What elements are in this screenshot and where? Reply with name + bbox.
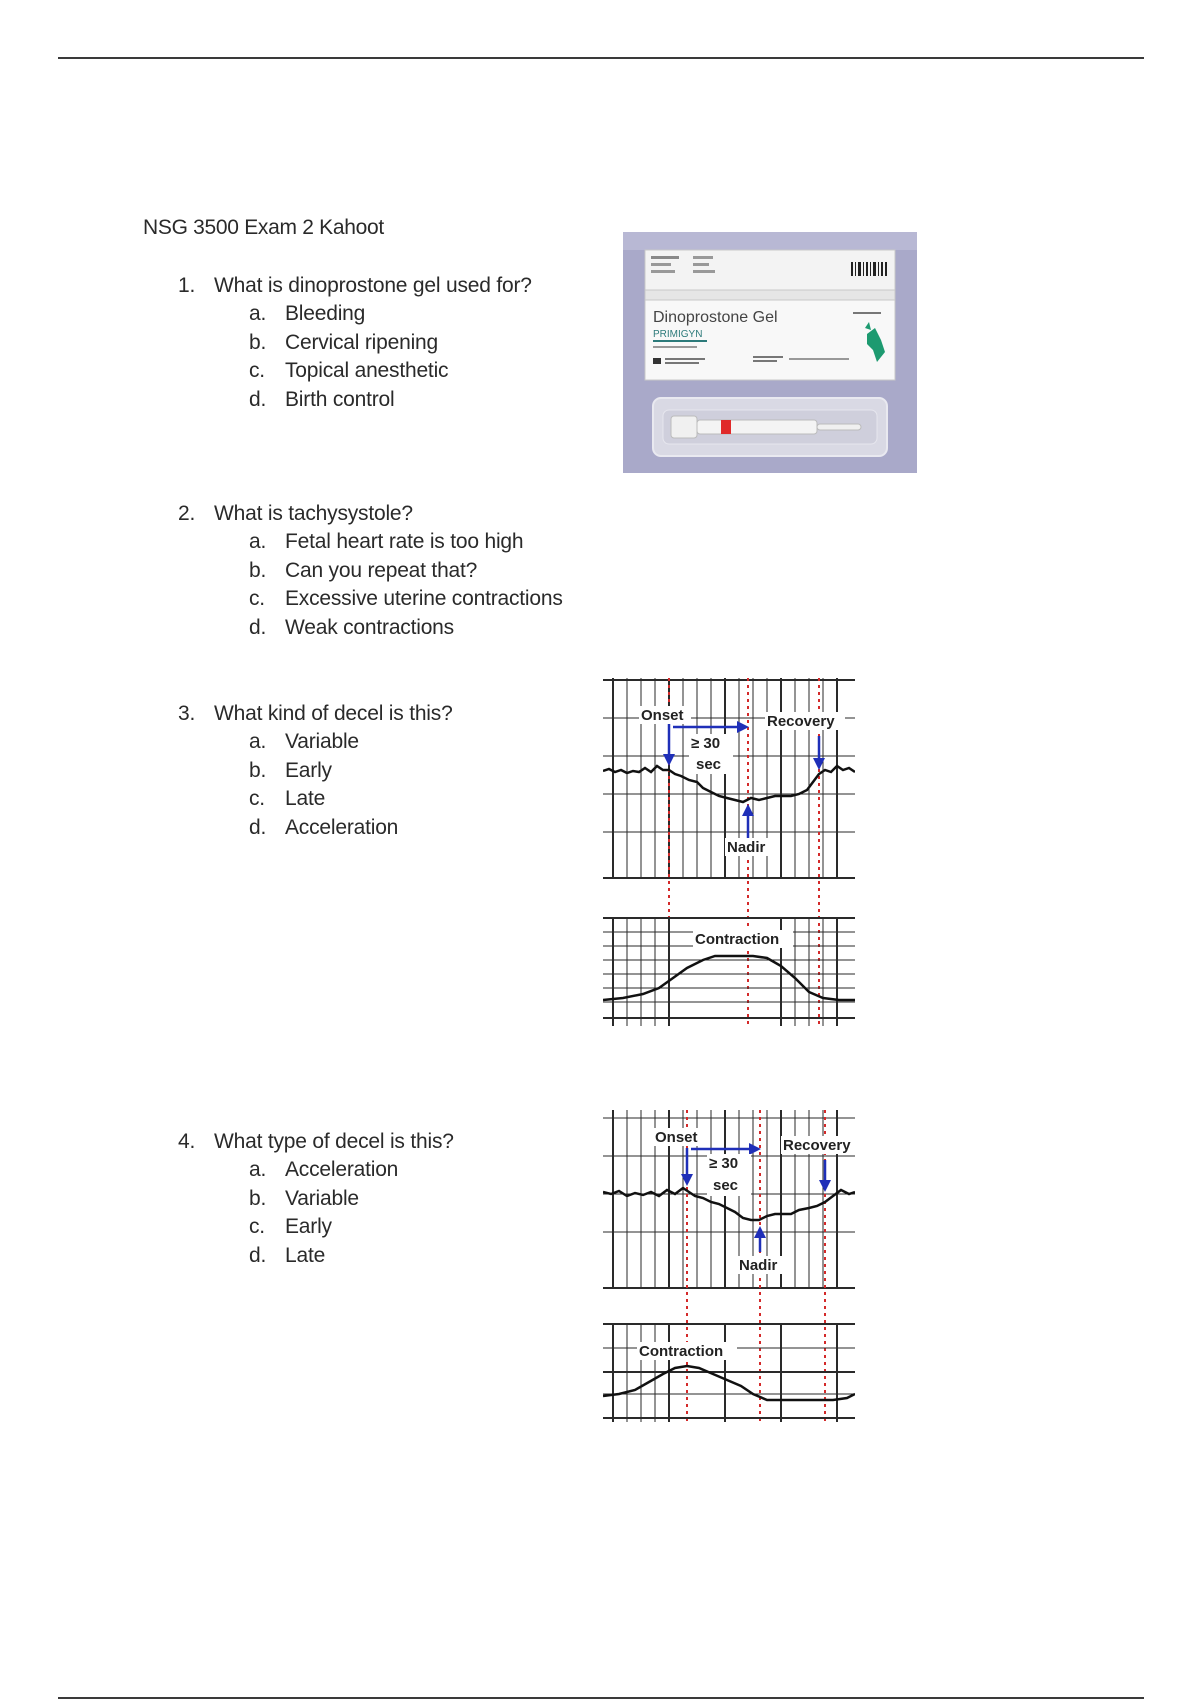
- box-print: [653, 346, 697, 348]
- duration-label: ≥ 30: [691, 735, 721, 752]
- lid-print: [651, 270, 675, 273]
- option-text: Bleeding: [285, 302, 366, 325]
- option-text: Weak contractions: [285, 615, 454, 639]
- option-text: Late: [285, 1243, 326, 1267]
- answer-option: [178, 528, 563, 557]
- answer-option: [178, 1242, 454, 1271]
- answer-option: [178, 1185, 454, 1214]
- box-print: [665, 362, 699, 364]
- gel-product-name: Dinoprostone Gel: [653, 309, 778, 326]
- option-letter: b.: [249, 1186, 267, 1210]
- photo-background-top: [623, 232, 917, 250]
- brand-underline: [653, 340, 707, 342]
- option-letter: d.: [249, 815, 267, 839]
- option-text: Late: [285, 787, 326, 811]
- syringe-tip: [817, 424, 861, 430]
- question-number: 2.: [178, 502, 196, 525]
- option-text: Cervical ripening: [285, 330, 439, 354]
- question-4: [178, 1128, 454, 1270]
- question-3: [178, 700, 453, 842]
- question-prompt: What type of decel is this?: [214, 1130, 454, 1153]
- answer-option: [178, 357, 532, 386]
- question-text: [178, 700, 453, 728]
- answer-option: [178, 557, 563, 586]
- option-text: Fetal heart rate is too high: [285, 530, 524, 553]
- syringe-plunger: [671, 416, 697, 438]
- onset-label: Onset: [641, 707, 684, 724]
- ctg-decel-figure-2: [603, 1110, 855, 1422]
- question-number: 1.: [178, 274, 196, 297]
- option-text: Early: [285, 758, 332, 782]
- option-text: Can you repeat that?: [285, 558, 478, 582]
- answer-option: [178, 785, 453, 814]
- option-text: Variable: [285, 1186, 359, 1210]
- answer-options: [178, 300, 532, 414]
- option-text: Early: [285, 1215, 332, 1239]
- question-number: 4.: [178, 1130, 196, 1153]
- answer-option: [178, 728, 453, 757]
- box-print: [853, 312, 881, 314]
- answer-options: [178, 728, 453, 842]
- answer-option: [178, 757, 453, 786]
- ctg-strip-2: [603, 1110, 855, 1422]
- answer-option: [178, 614, 563, 643]
- document-title: NSG 3500 Exam 2 Kahoot: [143, 216, 384, 239]
- option-text: Excessive uterine contractions: [285, 587, 563, 611]
- dinoprostone-gel-photo: [623, 232, 917, 473]
- lid-print: [693, 256, 713, 259]
- option-text: Topical anesthetic: [285, 359, 449, 383]
- question-text: [178, 272, 532, 300]
- question-number: 3.: [178, 702, 196, 725]
- question-text: [178, 500, 563, 528]
- answer-option: [178, 1213, 454, 1242]
- answer-option: [178, 1156, 454, 1185]
- answer-option: [178, 386, 532, 415]
- box-print: [665, 358, 705, 360]
- option-letter: d.: [249, 615, 267, 639]
- option-letter: d.: [249, 1243, 267, 1267]
- box-print: [653, 358, 661, 364]
- recovery-label: Recovery: [767, 713, 835, 730]
- option-letter: b.: [249, 330, 267, 354]
- option-letter: b.: [249, 558, 267, 582]
- option-text: Acceleration: [285, 815, 399, 839]
- option-letter: a.: [249, 530, 267, 553]
- header-rule: [58, 57, 1144, 59]
- question-prompt: What kind of decel is this?: [214, 702, 453, 725]
- ctg-strip-1: [603, 678, 855, 1026]
- question-text: [178, 1128, 454, 1156]
- nadir-label: Nadir: [739, 1257, 778, 1274]
- answer-option: [178, 585, 563, 614]
- answer-options: [178, 528, 563, 642]
- syringe-red-band: [721, 420, 731, 434]
- box-lid: [645, 250, 895, 290]
- question-1: [178, 272, 532, 414]
- syringe-barrel: [697, 420, 817, 434]
- lid-print: [693, 270, 715, 273]
- box-lid-edge: [645, 290, 895, 300]
- onset-label: Onset: [655, 1129, 698, 1146]
- nadir-label: Nadir: [727, 839, 766, 856]
- recovery-label: Recovery: [783, 1137, 851, 1154]
- contraction-label: Contraction: [639, 1343, 724, 1360]
- option-text: Acceleration: [285, 1158, 399, 1181]
- footer-rule: [58, 1697, 1144, 1699]
- lid-print: [651, 256, 679, 259]
- uc-grid: [603, 1324, 855, 1422]
- option-letter: a.: [249, 1158, 267, 1181]
- question-prompt: What is tachysystole?: [214, 502, 413, 525]
- option-text: Birth control: [285, 387, 395, 411]
- box-print: [753, 356, 783, 358]
- gel-photo-illustration: [623, 232, 917, 473]
- option-text: Variable: [285, 730, 359, 753]
- option-letter: b.: [249, 758, 267, 782]
- question-prompt: What is dinoprostone gel used for?: [214, 274, 532, 297]
- recovery-arrowhead: [819, 1180, 831, 1192]
- duration-unit-label: sec: [696, 756, 722, 773]
- contraction-label: Contraction: [695, 931, 780, 948]
- duration-unit-label: sec: [713, 1177, 739, 1194]
- onset-arrowhead: [663, 754, 675, 766]
- option-letter: c.: [249, 1215, 265, 1239]
- answer-option: [178, 814, 453, 843]
- option-letter: c.: [249, 787, 265, 811]
- option-letter: c.: [249, 587, 265, 611]
- nadir-arrowhead: [742, 804, 754, 816]
- gel-brand-name: PRIMIGYN: [653, 329, 703, 340]
- answer-option: [178, 329, 532, 358]
- question-2: [178, 500, 563, 642]
- option-letter: d.: [249, 387, 267, 411]
- answer-option: [178, 300, 532, 329]
- answer-options: [178, 1156, 454, 1270]
- lid-print: [693, 263, 709, 266]
- option-letter: a.: [249, 730, 267, 753]
- duration-label: ≥ 30: [709, 1155, 739, 1172]
- lid-print: [651, 263, 671, 266]
- ctg-late-decel-figure: [603, 678, 855, 1026]
- box-print: [789, 358, 849, 360]
- box-print: [753, 360, 777, 362]
- option-letter: a.: [249, 302, 267, 325]
- option-letter: c.: [249, 359, 265, 383]
